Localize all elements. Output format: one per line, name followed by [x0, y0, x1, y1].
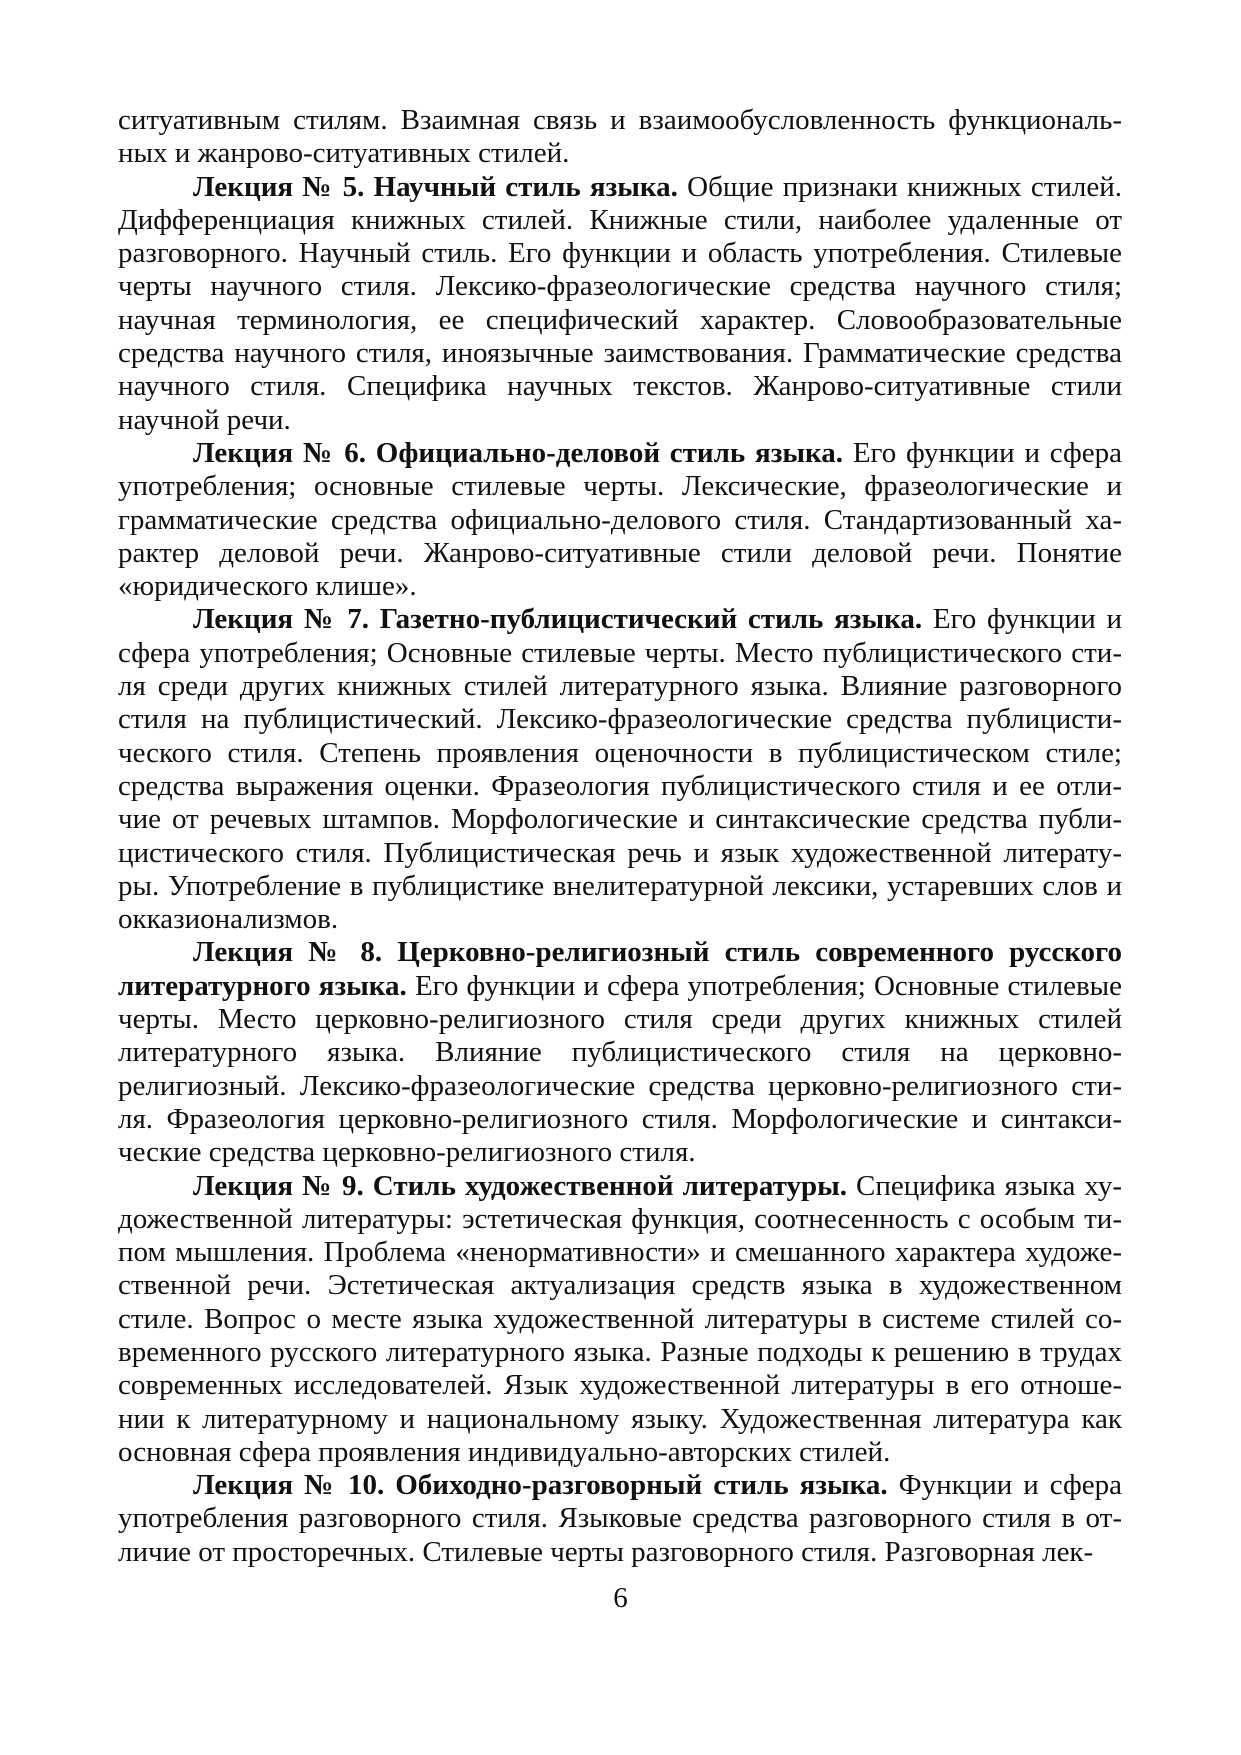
lecture-9-body: Специфика языка художественной литературы: эстетическая функция, соотнесенность с особым типом мышления. Проблема «ненормативности» и смешанного характера художественной речи. Эстетическая актуализация средств языка в художественном стиле. Вопрос о месте языка художественной литературы в системе стилей современного русского литературного языка. Разные подходы к решению в трудах современных исследователей. Язык художественной литературы в его отношении к литературному и национальному языку. Художественная литература как основная сфера проявления индивидуально-авторских стилей. [118, 1169, 1122, 1468]
lecture-8-body: Его функции и сфера употребления; Основные стилевые черты. Место церковно-религиозного стиля среди других книжных стилей литературного языка. Влияние публицистического стиля на церковно-религиозный. Лексико-фразеологические средства церковно-религиозного стиля. Фразеология церковно-религиозного стиля. Морфологические и синтаксические средства церковно-религиозного стиля. [118, 969, 1122, 1169]
lecture-6-heading: Лекция № 6. Официально-деловой стиль языка. [193, 436, 844, 469]
lecture-5-body: Общие признаки книжных стилей. Дифференциация книжных стилей. Книжные стили, наиболее удаленные от разговорного. Научный стиль. Его функции и область употребления. Стилевые черты научного стиля. Лексико-фразеологические средства научного стиля; научная терминология, ее специфический характер. Словообразовательные средства научного стиля, иноязычные заимствования. Грамматические средства научного стиля. Специфика научных текстов. Жанрово-ситуативные стили научной речи. [118, 170, 1122, 436]
lecture-7-paragraph [118, 603, 1122, 936]
lecture-5-paragraph [118, 171, 1122, 437]
lecture-6-paragraph [118, 437, 1122, 603]
lecture-8-paragraph [118, 936, 1122, 1169]
page-number: 6 [613, 1582, 628, 1614]
lecture-10-paragraph [118, 1469, 1122, 1569]
intro-paragraph: ситуативным стилям. Взаимная связь и взаимообусловленность функциональных и жанрово-ситуативных стилей. [118, 104, 1122, 170]
lecture-7-heading: Лекция № 7. Газетно-публицистический стиль языка. [193, 603, 923, 636]
lecture-10-heading: Лекция № 10. Обиходно-разговорный стиль языка. [193, 1469, 888, 1502]
lecture-6-body: Его функции и сфера употребления; основные стилевые черты. Лексические, фразеологические и грамматические средства официально-делового стиля. Стандартизованный характер деловой речи. Жанрово-ситуативные стили деловой речи. Понятие «юридического клише». [118, 436, 1123, 603]
lecture-5-heading: Лекция № 5. Научный стиль языка. [193, 170, 678, 203]
lecture-9-heading: Лекция № 9. Стиль художественной литературы. [193, 1169, 847, 1202]
document-page [118, 104, 1122, 1569]
lecture-9-paragraph [118, 1170, 1122, 1470]
lecture-10-body: Функции и сфера употребления разговорного стиля. Языковые средства разговорного стиля в отличие от просторечных. Стилевые черты разговорного стиля. Разговорная лек- [118, 1469, 1122, 1568]
lecture-8-heading: Лекция № 8. Церковно-религиозный стиль современного русского литературного языка. [118, 936, 1122, 1002]
lecture-7-body: Его функции и сфера употребления; Основные стилевые черты. Место публицистического стиля среди других книжных стилей литературного языка. Влияние разговорного стиля на публицистический. Лексико-фразеологические средства публицистического стиля. Степень проявления оценочности в публицистическом стиле; средства выражения оценки. Фразеология публицистического стиля и ее отличие от речевых штампов. Морфологические и синтаксические средства публицистического стиля. Публицистическая речь и язык художественной литературы. Употребление в публицистике внелитературной лексики, устаревших слов и окказионализмов. [118, 603, 1122, 936]
